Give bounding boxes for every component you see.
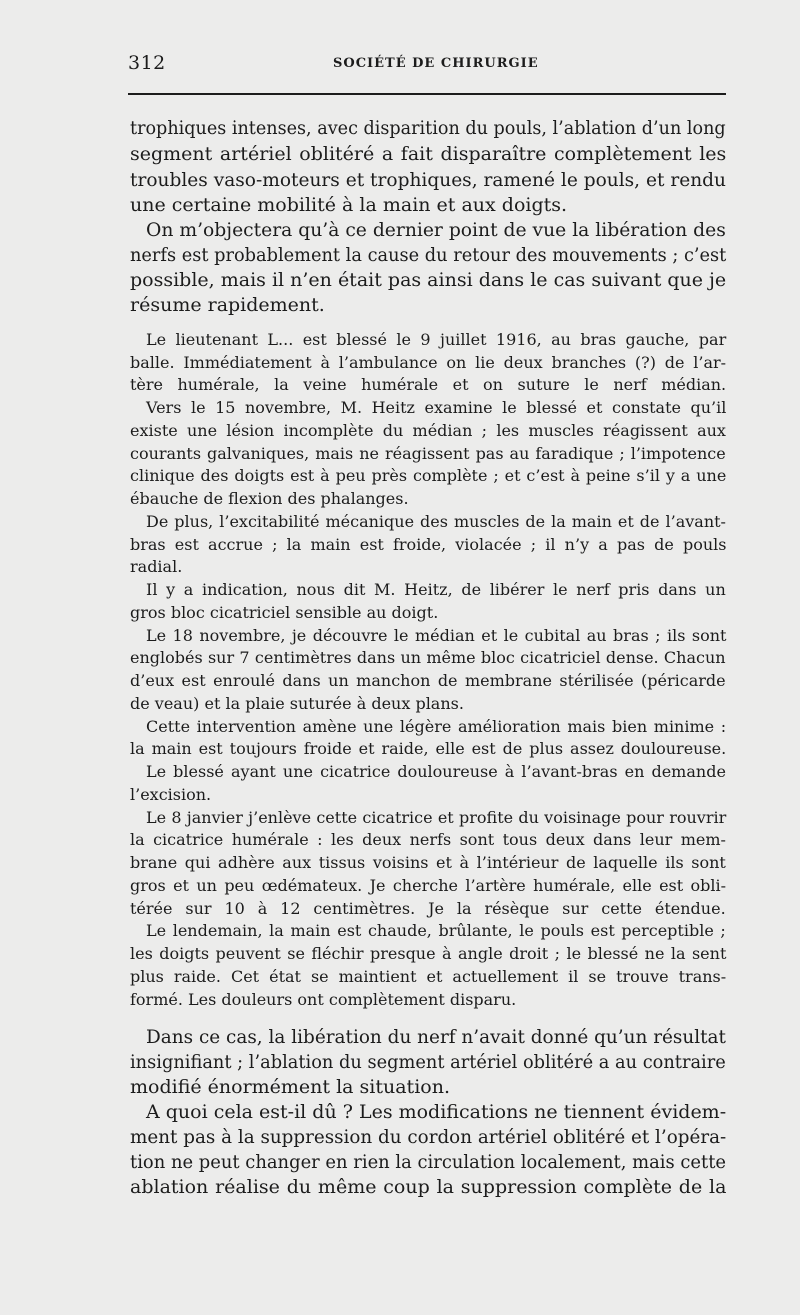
text-line: de veau) et la plaie suturée à deux plans. [130, 694, 464, 713]
text-line: On m’objectera qu’à ce dernier point de vue la libération des [146, 219, 726, 241]
text-line: Le lieutenant L... est blessé le 9 juillet 1916, au bras gauche, par [146, 330, 727, 349]
text-line: ment pas à la suppression du cordon artériel oblitéré et l’opéra- [130, 1126, 727, 1148]
text-line: gros bloc cicatriciel sensible au doigt. [130, 603, 439, 622]
text-line: Le 18 novembre, je découvre le médian et le cubital au bras ; ils sont [146, 626, 727, 645]
text-line: ébauche de flexion des phalanges. [130, 489, 409, 508]
text-line: térée sur 10 à 12 centimètres. Je la résèque sur cette étendue. [130, 899, 726, 918]
text-line: d’eux est enroulé dans un manchon de membrane stérilisée (péricarde [130, 671, 726, 690]
text-line: l’excision. [130, 785, 212, 804]
text-line: plus raide. Cet état se maintient et actuellement il se trouve trans- [130, 967, 727, 986]
text-line: modifié énormément la situation. [130, 1076, 450, 1098]
text-line: Le lendemain, la main est chaude, brûlante, le pouls est perceptible ; [146, 921, 726, 940]
text-line: tère humérale, la veine humérale et on suture le nerf médian. [130, 375, 727, 394]
text-line: gros et un peu œdémateux. Je cherche l’artère humérale, elle est obli- [130, 876, 727, 895]
page-header [128, 46, 726, 94]
text-line: clinique des doigts est à peu près complète ; et c’est à peine s’il y a une [130, 466, 727, 485]
text-line: Le blessé ayant une cicatrice douloureuse à l’avant-bras en demande [146, 762, 726, 781]
text-line: Le 8 janvier j’enlève cette cicatrice et profite du voisinage pour rouvrir [146, 808, 727, 827]
text-line: segment artériel oblitéré a fait disparaître complètement les [130, 143, 727, 165]
text-line: la main est toujours froide et raide, elle est de plus assez douloureuse. [130, 739, 727, 758]
text-line: Dans ce cas, la libération du nerf n’avait donné qu’un résultat [146, 1026, 726, 1048]
text-line: bras est accrue ; la main est froide, violacée ; il n’y a pas de pouls [130, 535, 727, 554]
text-line: la cicatrice humérale : les deux nerfs sont tous deux dans leur mem- [130, 830, 726, 849]
text-line: possible, mais il n’en était pas ainsi dans le cas suivant que je [130, 269, 727, 291]
page-number: 312 [128, 52, 166, 74]
text-line: brane qui adhère aux tissus voisins et à l’intérieur de laquelle ils sont [130, 853, 726, 872]
text-line: Il y a indication, nous dit M. Heitz, de libérer le nerf pris dans un [146, 580, 726, 599]
text-line: De plus, l’excitabilité mécanique des muscles de la main et de l’avant- [146, 512, 726, 531]
text-line: les doigts peuvent se fléchir presque à angle droit ; le blessé ne la sent [130, 944, 727, 963]
text-line: radial. [130, 557, 183, 576]
text-line: troubles vaso-moteurs et trophiques, ramené le pouls, et rendu [130, 169, 726, 191]
text-line: courants galvaniques, mais ne réagissent pas au faradique ; l’impotence [130, 444, 726, 463]
text-line: ablation réalise du même coup la suppression complète de la [130, 1176, 727, 1198]
text-line: une certaine mobilité à la main et aux doigts. [130, 194, 568, 216]
text-line: insignifiant ; l’ablation du segment artériel oblitéré a au contraire [130, 1051, 726, 1073]
text-line: Cette intervention amène une légère amélioration mais bien minime : [146, 717, 727, 736]
text-line: A quoi cela est-il dû ? Les modifications ne tiennent évidem- [146, 1101, 727, 1123]
text-line: résume rapidement. [130, 294, 325, 316]
header-rule [128, 93, 726, 95]
text-line: nerfs est probablement la cause du retour des mouvements ; c’est [130, 244, 727, 266]
text-line: balle. Immédiatement à l’ambulance on lie deux branches (?) de l’ar- [130, 353, 727, 372]
text-line: Vers le 15 novembre, M. Heitz examine le blessé et constate qu’il [146, 398, 727, 417]
text-line: tion ne peut changer en rien la circulation localement, mais cette [130, 1151, 727, 1173]
running-head: SOCIÉTÉ DE CHIRURGIE [333, 56, 539, 71]
text-line: existe une lésion incomplète du médian ; les muscles réagissent aux [130, 421, 726, 440]
text-line: englobés sur 7 centimètres dans un même bloc cicatriciel dense. Chacun [130, 648, 726, 667]
text-line: trophiques intenses, avec disparition du pouls, l’ablation d’un long [130, 117, 726, 139]
text-line: formé. Les douleurs ont complètement disparu. [130, 990, 517, 1009]
